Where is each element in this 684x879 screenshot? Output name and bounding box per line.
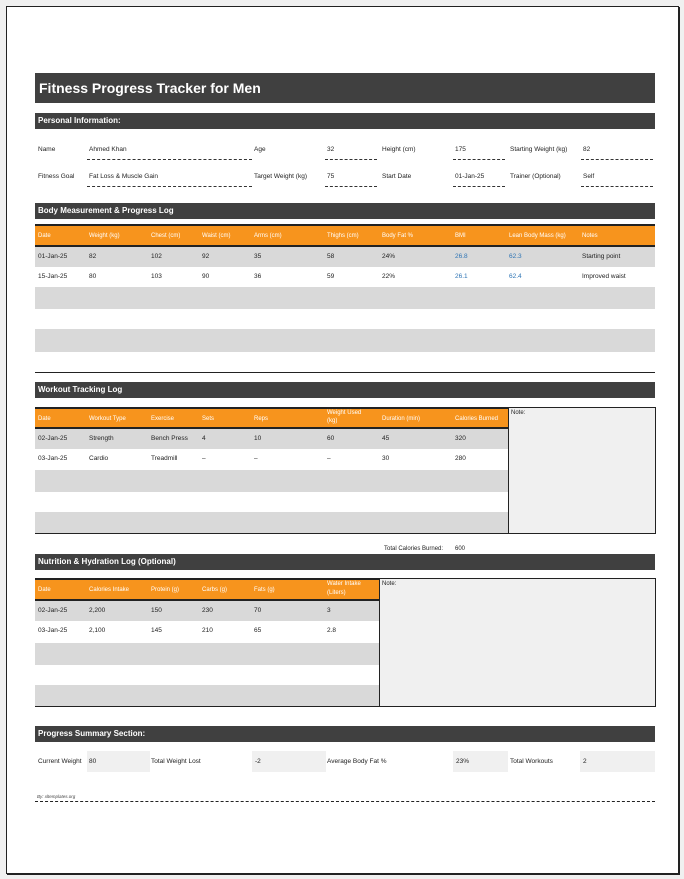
table-row-empty[interactable] (35, 329, 655, 352)
col-duration: Duration (min) (382, 416, 421, 422)
cell-thighs: 58 (327, 253, 335, 260)
current-weight-value: 80 (89, 758, 97, 765)
cell-date: 02-Jan-25 (38, 435, 68, 442)
body-log-header: Body Measurement & Progress Log (35, 203, 655, 219)
cell-body-fat: 22% (382, 273, 396, 280)
cell-chest: 103 (151, 273, 162, 280)
fitness-goal-underline (87, 186, 252, 187)
cell-reps: 10 (254, 435, 262, 442)
current-weight-label: Current Weight (38, 758, 82, 765)
summary-header: Progress Summary Section: (35, 726, 655, 742)
height-underline (453, 159, 505, 160)
cell-arms: 36 (254, 273, 262, 280)
start-date-label: Start Date (382, 173, 412, 180)
col-waist: Waist (cm) (202, 233, 231, 239)
table-row[interactable] (35, 621, 380, 643)
cell-body-fat: 24% (382, 253, 396, 260)
cell-weight-used: – (327, 455, 331, 462)
cell-fats: 65 (254, 627, 262, 634)
cell-weight: 82 (89, 253, 97, 260)
age-underline (325, 159, 377, 160)
total-weight-lost-value: -2 (255, 758, 261, 765)
cell-protein: 150 (151, 607, 162, 614)
total-calories-label: Total Calories Burned: (384, 546, 444, 552)
table-row-empty[interactable] (35, 470, 509, 492)
nutrition-log-table-header (35, 578, 380, 601)
table-row[interactable] (35, 267, 655, 287)
cell-arms: 35 (254, 253, 262, 260)
name-underline (87, 159, 252, 160)
age-label: Age (254, 146, 266, 153)
cell-weight-used: 60 (327, 435, 335, 442)
trainer-label: Trainer (Optional) (510, 173, 561, 180)
workout-log-header: Workout Tracking Log (35, 382, 655, 398)
cell-thighs: 59 (327, 273, 335, 280)
table-row-empty[interactable] (35, 287, 655, 309)
starting-weight-label: Starting Weight (kg) (510, 146, 568, 153)
col-reps: Reps (254, 416, 269, 422)
current-weight-box (87, 751, 150, 772)
footer-credit: By: xltemplates.org (37, 794, 76, 799)
cell-date: 02-Jan-25 (38, 607, 68, 614)
page-title: Fitness Progress Tracker for Men (35, 73, 655, 103)
col-carbs: Carbs (g) (202, 587, 228, 593)
cell-carbs: 230 (202, 607, 213, 614)
table-row-empty[interactable] (35, 492, 509, 512)
cell-water-intake: 3 (327, 607, 331, 614)
col-calories-burned: Calories Burned (455, 416, 499, 422)
cell-calories-intake: 2,200 (89, 607, 106, 614)
total-workouts-value: 2 (583, 758, 587, 765)
table-row[interactable] (35, 247, 655, 267)
cell-calories-burned: 320 (455, 435, 466, 442)
col-weight: Weight (kg) (89, 233, 120, 239)
personal-info-header: Personal Information: (35, 113, 655, 129)
section-divider (35, 372, 655, 373)
cell-sets: 4 (202, 435, 206, 442)
cell-bmi: 26.1 (455, 273, 468, 280)
total-calories-value: 600 (455, 546, 466, 552)
cell-duration: 30 (382, 455, 390, 462)
cell-fats: 70 (254, 607, 262, 614)
cell-exercise: Bench Press (151, 435, 188, 442)
cell-date: 01-Jan-25 (38, 253, 68, 260)
col-exercise: Exercise (151, 416, 175, 422)
cell-lean-body-mass: 62.4 (509, 273, 522, 280)
col-water-intake-unit: (Liters) (327, 590, 346, 596)
col-bmi: BMI (455, 233, 466, 239)
workout-notes-box[interactable] (508, 407, 656, 534)
footer-divider (35, 801, 655, 802)
table-row[interactable] (35, 601, 380, 621)
col-workout-type: Workout Type (89, 416, 126, 422)
age-field[interactable]: 32 (327, 146, 335, 153)
cell-weight: 80 (89, 273, 97, 280)
fitness-goal-label: Fitness Goal (38, 173, 75, 180)
workout-log-table-header (35, 407, 509, 429)
cell-sets: – (202, 455, 206, 462)
cell-notes: Improved waist (582, 273, 626, 280)
col-thighs: Thighs (cm) (327, 233, 359, 239)
cell-lean-body-mass: 62.3 (509, 253, 522, 260)
fitness-goal-field[interactable]: Fat Loss & Muscle Gain (89, 173, 158, 180)
starting-weight-field[interactable]: 82 (583, 146, 591, 153)
table-row-empty[interactable] (35, 685, 380, 706)
trainer-field[interactable]: Self (583, 173, 595, 180)
col-calories-intake: Calories Intake (89, 587, 130, 593)
cell-calories-burned: 280 (455, 455, 466, 462)
cell-calories-intake: 2,100 (89, 627, 106, 634)
col-lean-body-mass: Lean Body Mass (kg) (509, 233, 566, 239)
col-date: Date (38, 416, 51, 422)
nutrition-log-header: Nutrition & Hydration Log (Optional) (35, 554, 655, 570)
col-weight-used: Weight Used (327, 410, 362, 416)
cell-notes: Starting point (582, 253, 621, 260)
col-date: Date (38, 233, 51, 239)
cell-date: 15-Jan-25 (38, 273, 68, 280)
total-weight-lost-box (252, 751, 326, 772)
nutrition-note-label: Note: (382, 581, 397, 587)
cell-waist: 92 (202, 253, 210, 260)
cell-carbs: 210 (202, 627, 213, 634)
cell-workout-type: Cardio (89, 455, 109, 462)
cell-protein: 145 (151, 627, 162, 634)
name-field[interactable]: Ahmed Khan (89, 146, 127, 153)
trainer-underline (581, 186, 653, 187)
total-workouts-label: Total Workouts (510, 758, 553, 765)
avg-body-fat-value: 23% (456, 758, 470, 765)
table-row-empty[interactable] (35, 512, 509, 533)
nutrition-notes-box[interactable] (379, 578, 656, 707)
table-row[interactable] (35, 449, 509, 470)
name-label: Name (38, 146, 56, 153)
col-water-intake: Water Intake (327, 581, 361, 587)
col-date: Date (38, 587, 51, 593)
table-row-empty[interactable] (35, 643, 380, 665)
col-sets: Sets (202, 416, 215, 422)
cell-water-intake: 2.8 (327, 627, 337, 634)
cell-duration: 45 (382, 435, 390, 442)
col-fats: Fats (g) (254, 587, 275, 593)
cell-workout-type: Strength (89, 435, 114, 442)
cell-exercise: Treadmill (151, 455, 178, 462)
col-notes: Notes (582, 233, 598, 239)
height-field[interactable]: 175 (455, 146, 466, 153)
starting-weight-underline (581, 159, 653, 160)
col-chest: Chest (cm) (151, 233, 181, 239)
cell-date: 03-Jan-25 (38, 627, 68, 634)
avg-body-fat-label: Average Body Fat % (327, 758, 387, 765)
cell-reps: – (254, 455, 258, 462)
col-arms: Arms (cm) (254, 233, 282, 239)
col-weight-used-unit: (kg) (327, 418, 338, 424)
total-workouts-box (580, 751, 655, 772)
height-label: Height (cm) (382, 146, 416, 153)
target-weight-underline (325, 186, 377, 187)
table-row-empty[interactable] (35, 309, 655, 329)
cell-date: 03-Jan-25 (38, 455, 68, 462)
col-body-fat: Body Fat % (382, 233, 414, 239)
body-log-table-header (35, 224, 655, 247)
col-protein: Protein (g) (151, 587, 180, 593)
start-date-underline (453, 186, 505, 187)
target-weight-label: Target Weight (kg) (254, 173, 307, 180)
table-row[interactable] (35, 429, 509, 449)
table-row-empty[interactable] (35, 665, 380, 685)
target-weight-field[interactable]: 75 (327, 173, 335, 180)
cell-chest: 102 (151, 253, 162, 260)
total-weight-lost-label: Total Weight Lost (151, 758, 201, 765)
workout-note-label: Note: (511, 410, 526, 416)
start-date-field[interactable]: 01-Jan-25 (455, 173, 485, 180)
cell-waist: 90 (202, 273, 210, 280)
cell-bmi: 26.8 (455, 253, 468, 260)
